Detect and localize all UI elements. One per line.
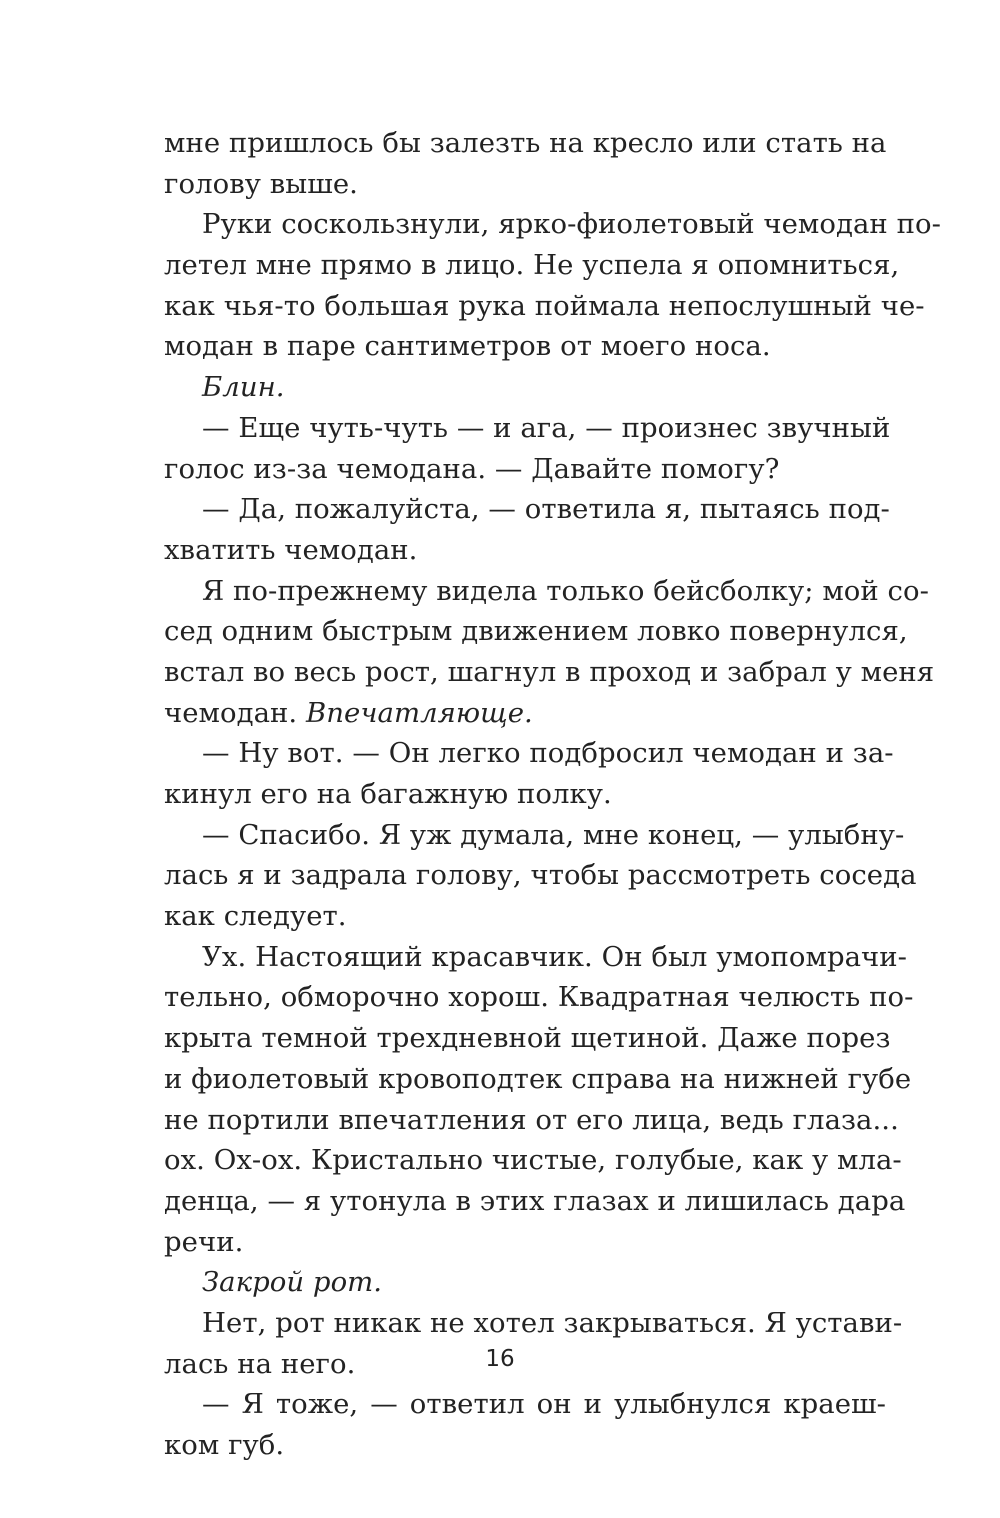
text-line: встал во весь рост, шагнул в проход и забрал у меня <box>164 655 935 688</box>
text-line: — Спасибо. Я уж думала, мне конец, — улыбну- <box>202 818 905 851</box>
text-line: лась я и задрала голову, чтобы рассмотреть соседа <box>164 859 917 892</box>
text-line: сед одним быстрым движением ловко повернулся, <box>164 615 908 648</box>
text-line: Нет, рот никак не хотел закрываться. Я устави- <box>202 1306 903 1339</box>
text-line: хватить чемодан. <box>164 533 418 566</box>
text-line: кинул его на багажную полку. <box>164 778 612 810</box>
text-line: — Я тоже, — ответил он и улыбнулся краеш- <box>202 1388 886 1421</box>
text-line: денца, — я утонула в этих глазах и лишилась дара <box>164 1184 906 1217</box>
text-line: — Еще чуть-чуть — и ага, — произнес звучный <box>202 411 891 444</box>
text-fragment-italic: Впечатляюще. <box>306 696 533 729</box>
text-line: как чья-то большая рука поймала непослушный че- <box>164 289 925 322</box>
text-line: как следует. <box>164 900 347 933</box>
text-line: речи. <box>164 1225 244 1258</box>
text-line: мне пришлось бы залезть на кресло или стать на <box>164 127 887 159</box>
text-line: ком губ. <box>164 1429 285 1461</box>
text-line: и фиолетовый кровоподтек справа на нижней губе <box>164 1062 912 1095</box>
text-line: — Да, пожалуйста, — ответила я, пытаясь под- <box>202 493 890 526</box>
text-line: Закрой рот. <box>202 1266 383 1299</box>
text-line: Руки соскользнули, ярко-фиолетовый чемодан по- <box>202 208 941 241</box>
text-line: ох. Ох-ох. Кристально чистые, голубые, как у мла- <box>164 1144 902 1177</box>
text-fragment: чемодан. <box>164 696 298 729</box>
text-line: лась на него. <box>164 1347 356 1380</box>
text-line: голову выше. <box>164 167 358 200</box>
page-text <box>164 123 941 1466</box>
text-line: Ух. Настоящий красавчик. Он был умопомрачи- <box>202 940 907 973</box>
text-line: тельно, обморочно хорош. Квадратная челюсть по- <box>164 981 914 1014</box>
text-line: Я по-прежнему видела только бейсболку; мой со- <box>202 574 929 607</box>
text-line: модан в паре сантиметров от моего носа. <box>164 330 771 363</box>
text-line: не портили впечатления от его лица, ведь глаза... <box>164 1103 899 1136</box>
page-number: 16 <box>485 1346 515 1372</box>
text-line: Блин. <box>202 371 285 404</box>
text-line: голос из-за чемодана. — Давайте помогу? <box>164 452 780 485</box>
text-line: — Ну вот. — Он легко подбросил чемодан и за- <box>202 737 894 770</box>
text-line <box>164 693 886 734</box>
text-line: летел мне прямо в лицо. Не успела я опомниться, <box>164 249 900 282</box>
text-line: крыта темной трехдневной щетиной. Даже порез <box>164 1022 891 1055</box>
